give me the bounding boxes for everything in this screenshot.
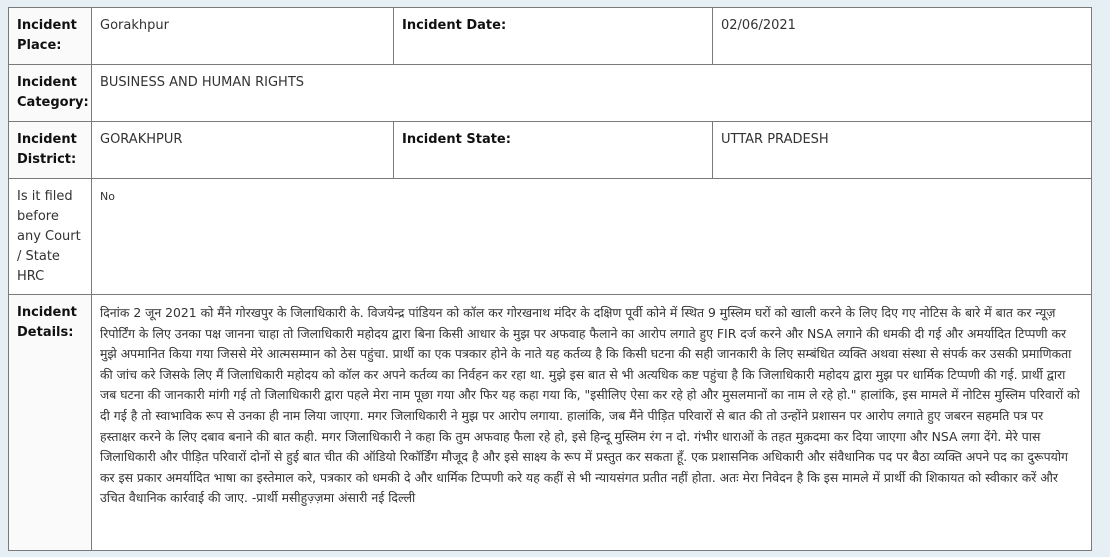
incident-report xyxy=(8,7,1091,551)
incident-state-label: Incident State: xyxy=(394,122,713,179)
incident-details-label: Incident Details: xyxy=(9,295,92,551)
row-place-date xyxy=(9,8,1092,65)
incident-date-label: Incident Date: xyxy=(394,8,713,65)
incident-category-label: Incident Category: xyxy=(9,65,92,122)
incident-district-value: GORAKHPUR xyxy=(92,122,394,179)
row-category xyxy=(9,65,1092,122)
court-filed-value: No xyxy=(92,179,1092,295)
incident-category-value: BUSINESS AND HUMAN RIGHTS xyxy=(92,65,1092,122)
incident-district-label: Incident District: xyxy=(9,122,92,179)
incident-place-value: Gorakhpur xyxy=(92,8,394,65)
incident-details-value: दिनांक 2 जून 2021 को मैंने गोरखपुर के जिलाधिकारी के. विजयेन्द्र पांडियन को कॉल कर गोरखनाथ मंदिर के दक्षिण पूर्वी कोने में स्थित 9 मुस्लिम घरों को खाली करने के लिए दिए गए नोटिस के बारे में बात कर न्यूज़ रिपोर्टिंग के लिए उनका पक्ष जानना चाहा तो जिलाधिकारी महोदय द्वारा बिना किसी आधार के मुझ पर अफवाह फैलाने का आरोप लगाते हुए FIR दर्ज करने और NSA लगाने की धमकी दी गई और अमर्यादित टिप्पणी कर मुझे अपमानित किया गया जिससे मेरे आत्मसम्मान को ठेस पहुंचा. प्रार्थी का एक पत्रकार होने के नाते यह कर्तव्य है कि किसी घटना की सही जानकारी के लिए सम्बंधित व्यक्ति अथवा संस्था से संपर्क कर उसकी प्रमाणिकता की जांच करे जिसके लिए मैं जिलाधिकारी महोदय को कॉल कर अपने कर्तव्य का निर्वहन कर रहा था. मुझे इस बात से भी अत्यधिक कष्ट पहुंचा है कि जिलाधिकारी महोदय द्वारा मुझ पर धार्मिक टिप्पणी की गई. प्रार्थी द्वारा जब घटना की जानकारी मांगी गई तो जिलाधिकारी द्वारा पहले मेरा नाम पूछा गया और फिर यह कहा गया कि, "इसीलिए ऐसा कर रहे हो और मुसलमानों का नाम ले रहे हो." हालांकि, इस मामले में नोटिस मुस्लिम परिवारों को दी गई है तो स्वाभाविक रूप से उनका ही नाम लिया जाएगा. मगर जिलाधिकारी ने मुझ पर आरोप लगाया. हालांकि, जब मैंने पीड़ित परिवारों से बात की तो उन्होंने प्रशासन पर आरोप लगाते हुए जबरन सहमति पत्र पर हस्ताक्षर करने के लिए दबाव बनाने की बात कही. मगर जिलाधिकारी ने कहा कि तुम अफवाह फैला रहे हो, इसे हिन्दू मुस्लिम रंग न दो. गंभीर धाराओं के तहत मुक़दमा कर दिया जाएगा और NSA लगा देंगे. मेरे पास जिलाधिकारी और पीड़ित परिवारों दोनों से हुई बात चीत की ऑडियो रिकॉर्डिंग मौजूद है और इसे साक्ष्य के रूप में प्रस्तुत कर सकता हूँ. एक प्रशासनिक अधिकारी और संवैधानिक पद पर बैठा व्यक्ति अपने पद का दुरूपयोग कर इस प्रकार अमर्यादित भाषा का इस्तेमाल करे, पत्रकार को धमकी दे और धार्मिक टिप्पणी करे यह कहीं से भी न्यायसंगत प्रतीत नहीं होता. अतः मेरा निवेदन है कि इस मामले में प्रार्थी की शिकायत को स्वीकार करें और उचित वैधानिक कार्रवाई की जाए. -प्रार्थी मसीहुज़्ज़मा अंसारी नई दिल्ली xyxy=(92,295,1092,551)
incident-date-value: 02/06/2021 xyxy=(713,8,1092,65)
row-court xyxy=(9,179,1092,295)
incident-state-value: UTTAR PRADESH xyxy=(713,122,1092,179)
row-district-state xyxy=(9,122,1092,179)
incident-place-label: Incident Place: xyxy=(9,8,92,65)
incident-table xyxy=(8,7,1092,551)
court-filed-label: Is it filed before any Court / State HRC xyxy=(9,179,92,295)
row-details xyxy=(9,295,1092,551)
